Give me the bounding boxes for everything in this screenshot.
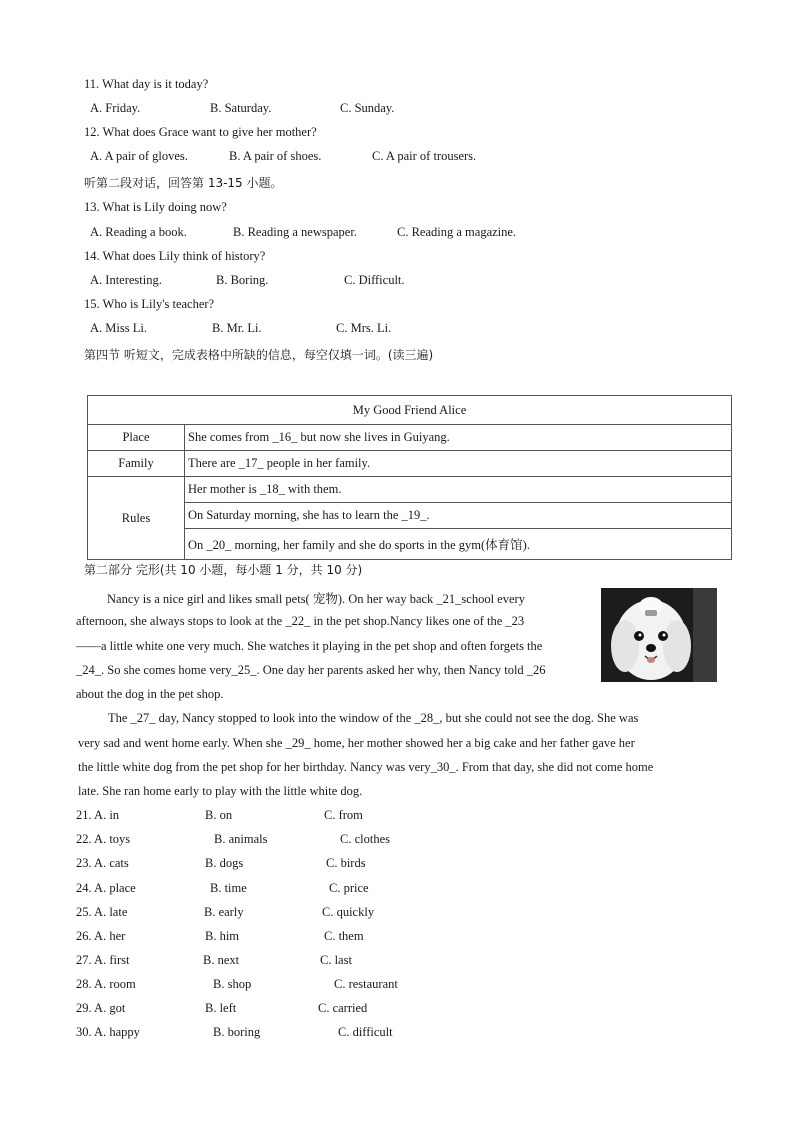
q15-option-c: C. Mrs. Li. xyxy=(336,321,392,335)
table-title: My Good Friend Alice xyxy=(88,396,732,425)
q11-option-a: A. Friday. xyxy=(90,101,141,115)
rule-1: Her mother is _18_ with them. xyxy=(185,477,732,503)
cloze-line: _24_. So she comes home very_25_. One day her parents asked her why, then Nancy told _26 xyxy=(76,663,546,677)
question-12: 12. What does Grace want to give her mother? xyxy=(84,125,317,139)
rule-2: On Saturday morning, she has to learn the _19_. xyxy=(185,503,732,529)
q14-option-b: B. Boring. xyxy=(216,273,269,287)
option-b: B. boring xyxy=(213,1025,261,1039)
q15-option-a: A. Miss Li. xyxy=(90,321,147,335)
option-row: 24. A. place xyxy=(76,881,136,895)
option-row: 30. A. happy xyxy=(76,1025,140,1039)
place-label: Place xyxy=(88,425,185,451)
cloze-line: afternoon, she always stops to look at the _22_ in the pet shop.Nancy likes one of the _23 xyxy=(76,614,525,628)
white-dog-image xyxy=(601,588,717,682)
cloze-line: very sad and went home early. When she _29_ home, her mother showed her a big cake and her father gave her xyxy=(78,736,635,750)
option-row: 21. A. in xyxy=(76,808,120,822)
option-c: C. price xyxy=(329,881,369,895)
cloze-line: about the dog in the pet shop. xyxy=(76,687,224,701)
question-15: 15. Who is Lily's teacher? xyxy=(84,297,215,311)
question-14: 14. What does Lily think of history? xyxy=(84,249,266,263)
q13-option-a: A. Reading a book. xyxy=(90,225,187,239)
question-11: 11. What day is it today? xyxy=(84,77,209,91)
option-c: C. carried xyxy=(318,1001,368,1015)
option-b: B. left xyxy=(205,1001,237,1015)
cloze-line: Nancy is a nice girl and likes small pets( 宠物). On her way back _21_school every xyxy=(107,592,525,606)
q11-option-c: C. Sunday. xyxy=(340,101,395,115)
option-row: 22. A. toys xyxy=(76,832,131,846)
section4-instruction: 第四节 听短文，完成表格中所缺的信息，每空仅填一词。(读三遍) xyxy=(84,348,434,362)
option-c: C. them xyxy=(324,929,364,943)
rule-3: On _20_ morning, her family and she do sports in the gym(体育馆). xyxy=(185,529,732,560)
q14-option-a: A. Interesting. xyxy=(90,273,162,287)
option-b: B. him xyxy=(205,929,240,943)
option-row: 27. A. first xyxy=(76,953,130,967)
option-b: B. dogs xyxy=(205,856,244,870)
place-text: She comes from _16_ but now she lives in Guiyang. xyxy=(185,425,732,451)
option-b: B. time xyxy=(210,881,247,895)
q13-option-b: B. Reading a newspaper. xyxy=(233,225,357,239)
q12-option-b: B. A pair of shoes. xyxy=(229,149,322,163)
cloze-line: ——a little white one very much. She watches it playing in the pet shop and often forgets the xyxy=(76,639,543,653)
cloze-line: The _27_ day, Nancy stopped to look into the window of the _28_, but she could not see the dog. She was xyxy=(108,711,639,725)
dialogue2-instruction: 听第二段对话，回答第 13-15 小题。 xyxy=(84,176,283,190)
cloze-line: the little white dog from the pet shop for her birthday. Nancy was very_30_. From that day, she did not come home xyxy=(78,760,654,774)
option-c: C. birds xyxy=(326,856,366,870)
option-row: 28. A. room xyxy=(76,977,136,991)
option-c: C. last xyxy=(320,953,352,967)
q13-option-c: C. Reading a magazine. xyxy=(397,225,517,239)
q15-option-b: B. Mr. Li. xyxy=(212,321,262,335)
option-b: B. next xyxy=(203,953,240,967)
option-row: 23. A. cats xyxy=(76,856,129,870)
option-row: 25. A. late xyxy=(76,905,128,919)
option-b: B. shop xyxy=(213,977,252,991)
option-row: 29. A. got xyxy=(76,1001,126,1015)
option-row: 26. A. her xyxy=(76,929,126,943)
question-13: 13. What is Lily doing now? xyxy=(84,200,227,214)
option-c: C. from xyxy=(324,808,363,822)
option-b: B. early xyxy=(204,905,244,919)
option-b: B. animals xyxy=(214,832,268,846)
q12-option-a: A. A pair of gloves. xyxy=(90,149,188,163)
q11-option-b: B. Saturday. xyxy=(210,101,272,115)
option-c: C. restaurant xyxy=(334,977,398,991)
cloze-line: late. She ran home early to play with the little white dog. xyxy=(78,784,363,798)
cloze-heading: 第二部分 完形(共 10 小题，每小题 1 分，共 10 分) xyxy=(84,563,363,577)
info-table xyxy=(87,395,732,560)
option-c: C. difficult xyxy=(338,1025,393,1039)
dog-photo xyxy=(601,588,717,682)
rules-label: Rules xyxy=(88,477,185,560)
option-c: C. quickly xyxy=(322,905,375,919)
family-text: There are _17_ people in her family. xyxy=(185,451,732,477)
family-label: Family xyxy=(88,451,185,477)
option-c: C. clothes xyxy=(340,832,390,846)
option-b: B. on xyxy=(205,808,233,822)
q12-option-c: C. A pair of trousers. xyxy=(372,149,477,163)
q14-option-c: C. Difficult. xyxy=(344,273,405,287)
